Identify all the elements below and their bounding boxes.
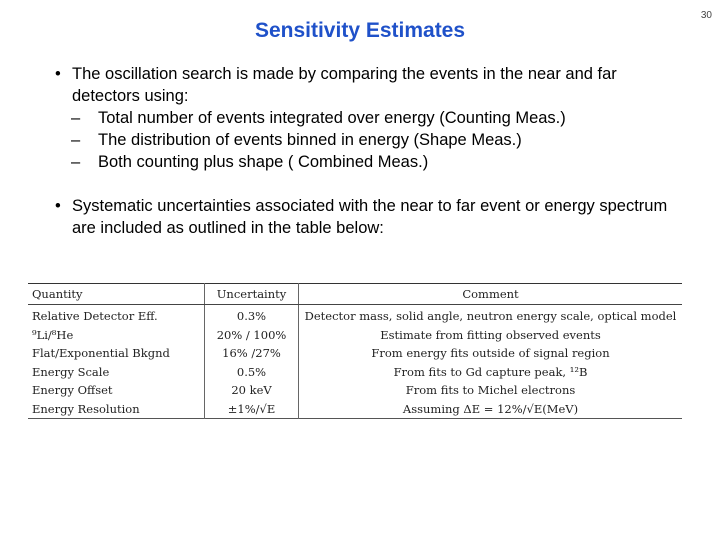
cell-uncertainty: 20% / 100% <box>205 326 299 345</box>
dash-icon: – <box>71 153 81 171</box>
cell-comment: Detector mass, solid angle, neutron energy scale, optical model <box>304 309 677 324</box>
sub-bullet-item <box>55 129 675 151</box>
sub-bullet-item <box>55 151 675 173</box>
cell-comment: From fits to Gd capture peak, ¹²B <box>393 364 588 379</box>
table-row <box>28 326 682 345</box>
header-uncertainty: Uncertainty <box>205 284 299 305</box>
table-row <box>28 381 682 400</box>
systematics-table <box>28 283 682 419</box>
systematics-table-image <box>28 283 682 419</box>
sub-bullet-text: The distribution of events binned in energy (Shape Meas.) <box>98 131 522 149</box>
cell-quantity: Energy Resolution <box>32 401 140 416</box>
table-row <box>28 400 682 419</box>
sub-bullet-item <box>55 107 675 129</box>
cell-uncertainty: 20 keV <box>205 381 299 400</box>
cell-uncertainty: 0.5% <box>205 363 299 382</box>
cell-quantity: Energy Scale <box>32 364 110 379</box>
cell-uncertainty: 0.3% <box>205 305 299 326</box>
bullet-dot-icon: • <box>55 65 61 83</box>
cell-uncertainty: ±1%/√E <box>205 400 299 419</box>
dash-icon: – <box>71 131 81 149</box>
cell-quantity: Energy Offset <box>32 383 113 398</box>
cell-comment: From fits to Michel electrons <box>405 383 576 398</box>
header-comment: Comment <box>299 284 683 305</box>
bullet-item <box>55 195 675 239</box>
cell-quantity: ⁹Li/⁸He <box>32 327 74 342</box>
bullet-text: The oscillation search is made by comparing the events in the near and far detectors using: <box>72 65 617 105</box>
sub-bullet-text: Total number of events integrated over energy (Counting Meas.) <box>98 109 566 127</box>
cell-quantity: Flat/Exponential Bkgnd <box>32 346 170 361</box>
header-quantity: Quantity <box>28 284 205 305</box>
table-header-row <box>28 284 682 305</box>
cell-quantity: Relative Detector Eff. <box>32 309 158 324</box>
table-row <box>28 344 682 363</box>
slide-number: 30 <box>700 10 712 21</box>
cell-uncertainty: 16% /27% <box>205 344 299 363</box>
bullet-text: Systematic uncertainties associated with the near to far event or energy spectrum are included as outlined in the table below: <box>72 197 668 237</box>
bullet-item <box>55 63 675 107</box>
table-row <box>28 363 682 382</box>
cell-comment: Estimate from fitting observed events <box>380 327 601 342</box>
table-row <box>28 305 682 326</box>
sub-bullet-text: Both counting plus shape ( Combined Meas.) <box>98 153 429 171</box>
cell-comment: From energy fits outside of signal region <box>371 346 610 361</box>
slide-title: Sensitivity Estimates <box>254 19 466 42</box>
bullet-dot-icon: • <box>55 197 61 215</box>
bullet-list <box>55 63 675 239</box>
dash-icon: – <box>71 109 81 127</box>
cell-comment: Assuming ΔE = 12%/√E(MeV) <box>402 401 579 416</box>
